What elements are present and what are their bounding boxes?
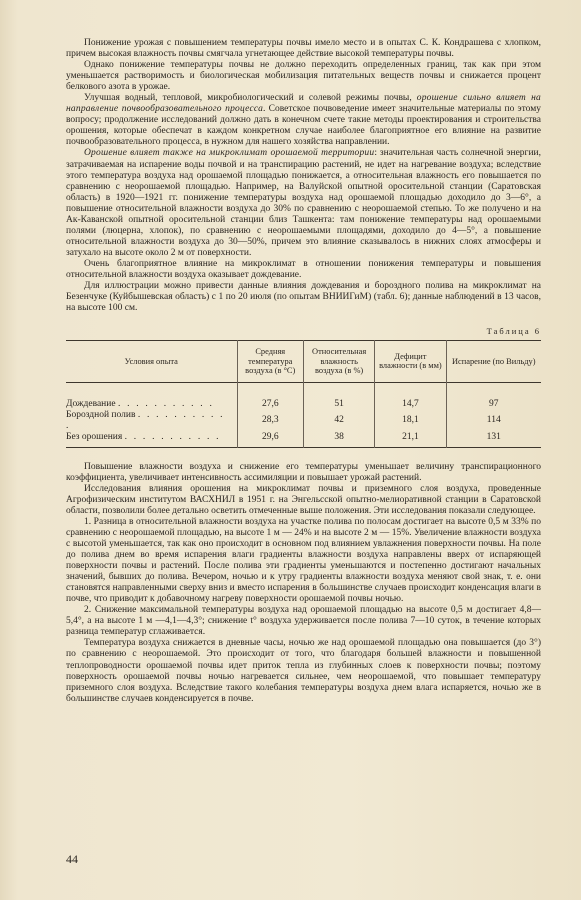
cell: 38 <box>304 432 375 448</box>
paragraph: Очень благоприятное влияние на микроклимат в отношении понижения температуры и повышения относительной влажности воздуха оказывает дождевание. <box>66 258 541 280</box>
text: : значительная часть солнечной энергии, затрачиваемая на испарение воды почвой и на транспирацию растений, не идет на нагревание воздуха; вследствие этого температура воздуха над орошаемой площадью понижается, а относительная влажность его повышается по сравнению с неорошаемой площадью. Например, на Валуйской опытной оросительной станции (Саратовская область) в 1920—1921 гг. понижение температуры воздуха над орошаемой площадью доходило до 3—6°, а повышение относительной влажности воздуха до 30% по сравнению с неорошаемой степью. То же получено и на Ак-Каванской опытной оросительной станции близ Ташкента: там понижение температуры над орошаемыми полями (люцерна, хлопок), по сравнению с неорошаемыми площадями, доходило до 4—5°, а повышение относительной влажности воздуха до 30—50%, причем это влияние сказывалось в нижних слоях атмосферы и затухало на высоте около 2 м от поверхности. <box>66 148 541 258</box>
cell: 131 <box>446 432 541 448</box>
row-label: Дождевание . . . . . . . . . . . <box>66 398 215 409</box>
table-row <box>66 432 541 448</box>
text: . Советское почвоведение имеет значительные материалы по этому вопросу; продолжение исследований должно дать в конечном счете такие методы проектирования и строительства орошения, которые обеспечат в каждом конкретном случае наиболее благоприятное его влияние на развитие почвообразовательного процесса, в нужном для нашего хозяйства направлении. <box>66 104 541 148</box>
paragraph <box>66 148 541 258</box>
paragraph: 1. Разница в относительной влажности воздуха на участке полива по полосам достигает на высоте 0,5 м 33% по сравнению с неорошаемой площадью, на высоте 1 м — 24% и на высоте 2 м — 15%. Увеличение влажности воздуха с высотой уменьшается, так как оно происходит в основном под влиянием увлажнения поверхности почвы. На поле до полива днем во время испарения влаги градиенты влажности воздуха направлены вверх от испаряющей поверхности почвы и растений. После полива эти градиенты уменьшаются и постепенно достигают начальных значений, бывших до полива. Вечером, ночью и к утру градиенты влажности воздуха меняют свой знак, т. е. они становятся направленными сверху вниз и вместо испарения в большинстве случаев происходит конденсация влаги в почве, что приводит к добавочному нагреву поверхности орошаемой почвы ночью. <box>66 516 541 605</box>
paragraph <box>66 93 541 148</box>
data-table <box>66 340 541 448</box>
italic-phrase: орошение сильно влияет на направление почвообразовательного процесса <box>66 93 542 115</box>
cell: 18,1 <box>375 410 446 432</box>
row-label: Без орошения . . . . . . . . . . . <box>66 431 221 442</box>
paragraph: 2. Снижение максимальной температуры воздуха над орошаемой площадью на высоте 0,5 м достигает 4,8—5,4°, а на высоте 1 м —4,1—4,3°; снижение t° воздуха удерживается после полива 7—10 суток, в течение которых разница температур сглаживается. <box>66 605 541 638</box>
table-header-row <box>66 341 541 383</box>
cell: 14,7 <box>375 382 446 410</box>
row-label: Бороздной полив . . . . . . . . . . . <box>66 409 225 431</box>
paragraph: Повышение влажности воздуха и снижение его температуры уменьшает величину транспирационного коэффициента, увеличивает интенсивность ассимиляции и повышает урожай растений. <box>66 461 541 483</box>
cell: 28,3 <box>237 410 304 432</box>
col-header-deficit: Дефицит влажности (в мм) <box>375 341 446 383</box>
paragraph: Однако понижение температуры почвы не должно переходить определенных границ, так как при этом уменьшается растворимость и биологическая мобилизация питательных веществ почвы и снижается процент белкового азота в урожае. <box>66 60 541 93</box>
table-row <box>66 382 541 410</box>
cell: 51 <box>304 382 375 410</box>
paragraph: Понижение урожая с повышением температуры почвы имело место и в опытах С. К. Кондрашева с хлопком, причем высокая влажность почвы смягчала угнетающее действие высокой температуры почвы. <box>66 38 541 60</box>
paragraph: Температура воздуха снижается в дневные часы, ночью же над орошаемой площадью она повышается (до 3°) по сравнению с неорошаемой. Это происходит от того, что благодаря большей влажности и повышенной теплопроводности орошаемой почвы идет приток тепла из глубинных слоев к поверхности почвы; поэтому поверхность орошаемой почвы ночью нагревается сильнее, чем неорошаемой, что повышает температуру приземного слоя воздуха. Вследствие такого колебания температуры воздуха днем влага испаряется, ночью же в большинстве случаев конденсируется в почве. <box>66 638 541 704</box>
col-header-conditions: Условия опыта <box>124 356 178 366</box>
cell: 42 <box>304 410 375 432</box>
paragraph: Для иллюстрации можно привести данные влияния дождевания и бороздного полива на микроклимат на Безенчуке (Куйбышевская область) с 1 по 20 июля (по опытам ВНИИГиМ) (табл. 6); данные наблюдений в 13 часов, на высоте 100 см. <box>66 281 541 314</box>
cell: 97 <box>446 382 541 410</box>
col-header-temperature: Средняя температура воздуха (в °С) <box>237 341 304 383</box>
text: Улучшая водный, тепловой, микробиологический и солевой режимы почвы, <box>84 93 417 104</box>
cell: 21,1 <box>375 432 446 448</box>
paragraph: Исследования влияния орошения на микроклимат почвы и приземного слоя воздуха, проведенные Агрофизическим институтом ВАСХНИЛ в 1951 г. на Энгельсской опытно-мелиоративной станции в Саратовской области, позволили более детально осветить отмеченные выше положения. Эти исследования показали следующее. <box>66 483 541 516</box>
table-row <box>66 410 541 432</box>
table-caption: Таблица 6 <box>486 326 541 337</box>
page-number: 44 <box>66 852 78 866</box>
cell: 114 <box>446 410 541 432</box>
italic-phrase: Орошение влияет также на микроклимат орошаемой территории <box>84 148 375 159</box>
col-header-humidity: Относительная влажность воздуха (в %) <box>304 341 375 383</box>
col-header-evaporation: Испарение (по Вильду) <box>446 341 541 383</box>
cell: 27,6 <box>237 382 304 410</box>
cell: 29,6 <box>237 432 304 448</box>
